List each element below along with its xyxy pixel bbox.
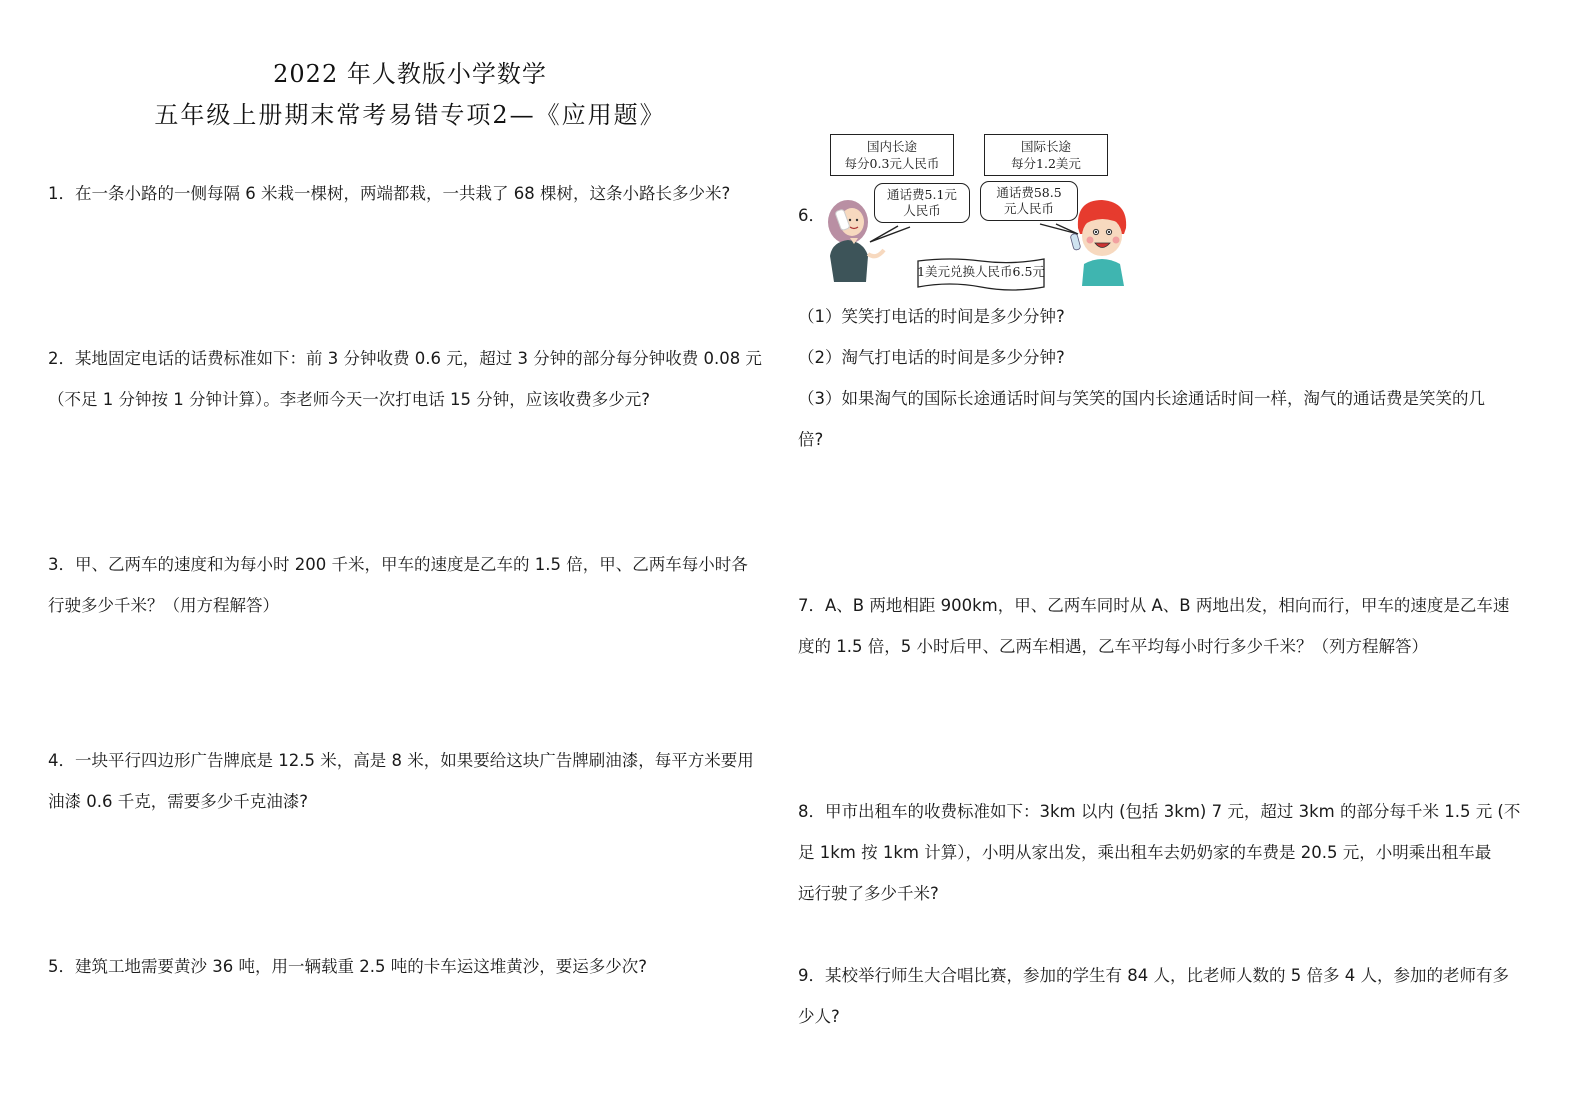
page-subtitle: 五年级上册期末常考易错专项2—《应用题》 [154, 101, 666, 129]
question-1-text: 1．在一条小路的一侧每隔 6 米栽一棵树，两端都栽，一共栽了 68 棵树，这条小路长多少米? [48, 184, 731, 203]
girl-character-icon [824, 198, 894, 288]
question-7-line1: 7．A、B 两地相距 900km，甲、乙两车同时从 A、B 两地出发，相向而行，甲车的速度是乙车速 [798, 596, 1510, 615]
domestic-rate-title: 国内长途 [866, 139, 917, 154]
boy-bubble-line1: 通话费58.5 [996, 185, 1062, 200]
question-2-line1: 2．某地固定电话的话费标准如下：前 3 分钟收费 0.6 元，超过 3 分钟的部分每分钟收费 0.08 元 [48, 349, 762, 368]
question-8-line1: 8．甲市出租车的收费标准如下：3km 以内 (包括 3km) 7 元，超过 3km 的部分每千米 1.5 元 (不 [798, 802, 1521, 821]
question-3-line2: 行驶多少千米？（用方程解答） [48, 596, 279, 615]
question-6-sub3-line2: 倍? [798, 430, 824, 449]
question-5-text: 5．建筑工地需要黄沙 36 吨，用一辆载重 2.5 吨的卡车运这堆黄沙，要运多少次? [48, 957, 647, 976]
question-8-line2: 足 1km 按 1km 计算），小明从家出发，乘出租车去奶奶家的车费是 20.5 元，小明乘出租车最 [798, 843, 1492, 862]
international-rate-title: 国际长途 [1020, 139, 1071, 154]
question-9 [798, 955, 1509, 1037]
question-6-figure [798, 130, 1138, 300]
boy-character-icon [1068, 194, 1134, 286]
question-1 [48, 173, 730, 214]
question-4 [48, 740, 754, 822]
question-5 [48, 946, 647, 987]
exchange-rate-note [916, 257, 1046, 289]
question-4-line1: 4．一块平行四边形广告牌底是 12.5 米，高是 8 米，如果要给这块广告牌刷油漆，每平方米要用 [48, 751, 754, 770]
question-2 [48, 338, 762, 420]
question-9-line1: 9．某校举行师生大合唱比赛，参加的学生有 84 人，比老师人数的 5 倍多 4 人，参加的老师有多 [798, 966, 1509, 985]
question-6-sub3-line1: （3）如果淘气的国际长途通话时间与笑笑的国内长途通话时间一样，淘气的通话费是笑笑的几 [798, 389, 1485, 408]
question-7 [798, 585, 1509, 667]
question-2-line2: （不足 1 分钟按 1 分钟计算）。李老师今天一次打电话 15 分钟，应该收费多少元? [48, 390, 650, 409]
page-title: 2022 年人教版小学数学 [273, 60, 547, 88]
question-6-number: 6． [798, 206, 825, 225]
question-8 [798, 791, 1520, 914]
question-7-line2: 度的 1.5 倍，5 小时后甲、乙两车相遇，乙车平均每小时行多少千米？（列方程解答） [798, 637, 1428, 656]
exchange-rate-text: 1美元兑换人民币6.5元 [917, 264, 1045, 279]
question-9-line2: 少人? [798, 1007, 840, 1026]
question-3-line1: 3．甲、乙两车的速度和为每小时 200 千米，甲车的速度是乙车的 1.5 倍，甲、乙两车每小时各 [48, 555, 748, 574]
domestic-rate-value: 每分0.3元人民币 [844, 156, 940, 171]
girl-bubble-line1: 通话费5.1元 [887, 187, 957, 202]
question-6-sub2: （2）淘气打电话的时间是多少分钟? [798, 348, 1065, 367]
international-rate-value: 每分1.2美元 [1011, 156, 1081, 171]
question-4-line2: 油漆 0.6 千克，需要多少千克油漆? [48, 792, 308, 811]
question-6-subquestions [798, 296, 1485, 460]
boy-bubble-line2: 元人民币 [1003, 201, 1054, 216]
question-8-line3: 远行驶了多少千米? [798, 884, 939, 903]
girl-bubble-line2: 人民币 [903, 203, 941, 218]
question-6-sub1: （1）笑笑打电话的时间是多少分钟? [798, 307, 1065, 326]
question-3 [48, 544, 748, 626]
